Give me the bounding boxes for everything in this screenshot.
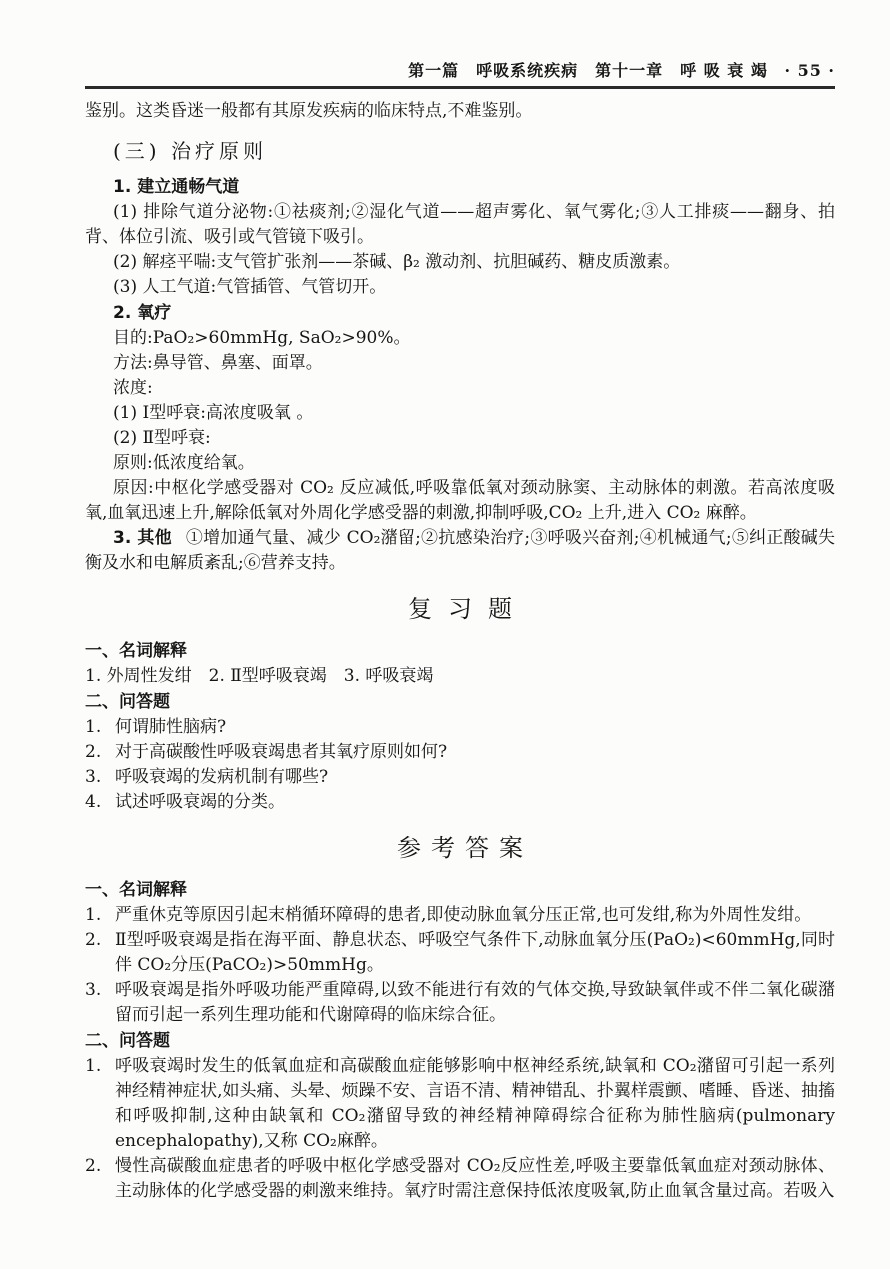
question-text: 试述呼吸衰竭的分类。	[115, 792, 285, 812]
answers-section1-title: 一、名词解释	[85, 880, 187, 900]
answer-text: 呼吸衰竭时发生的低氧血症和高碳酸血症能够影响中枢神经系统,缺氧和 CO₂潴留可引起一系列神经精神症状,如头痛、头晕、烦躁不安、言语不清、精神错乱、扑翼样震颤、嗜睡、昏迷、抽搐和呼吸抑制,这种由缺氧和 CO₂潴留导致的神经精神障碍综合征称为肺性脑病(pulmonary encephalopathy),又称 CO₂麻醉。	[115, 1056, 835, 1151]
review-question-2	[85, 740, 835, 765]
treatment-step2-title: 2. 氧疗	[113, 303, 172, 323]
answer-number: 2.	[85, 930, 102, 950]
treatment-step2-line-reason: 原因:中枢化学感受器对 CO₂ 反应减低,呼吸靠低氧对颈动脉窦、主动脉体的刺激。若高浓度吸氧,血氧迅速上升,解除低氧对外周化学感受器的刺激,抑制呼吸,CO₂ 上升,进入 CO₂ 麻醉。	[85, 478, 835, 523]
review-question-3	[85, 765, 835, 790]
review-heading: 复习题	[408, 595, 528, 623]
treatment-step2-line-method: 方法:鼻导管、鼻塞、面罩。	[113, 353, 323, 373]
answer-text: 严重休克等原因引起末梢循环障碍的患者,即使动脉血氧分压正常,也可发绀,称为外周性发绀。	[115, 905, 812, 925]
treatment-section-heading: (三) 治疗原则	[113, 139, 267, 163]
answer-definition-3	[85, 978, 835, 1028]
intro-continuation-paragraph: 鉴别。这类昏迷一般都有其原发疾病的临床特点,不难鉴别。	[85, 101, 533, 121]
treatment-step3-text: ①增加通气量、减少 CO₂潴留;②抗感染治疗;③呼吸兴奋剂;④机械通气;⑤纠正酸碱失衡及水和电解质紊乱;⑥营养支持。	[85, 528, 835, 573]
answer-number: 3.	[85, 980, 102, 1000]
treatment-step2-line-purpose: 目的:PaO₂>60mmHg, SaO₂>90%。	[113, 328, 411, 348]
treatment-step2-line-concentration: 浓度:	[113, 378, 153, 398]
treatment-step1-item-2: (2) 解痉平喘:支气管扩张剂——茶碱、β₂ 激动剂、抗胆碱药、糖皮质激素。	[113, 252, 681, 272]
answer-text: 慢性高碳酸血症患者的呼吸中枢化学感受器对 CO₂反应性差,呼吸主要靠低氧血症对颈动脉体、主动脉体的化学感受器的刺激来维持。氧疗时需注意保持低浓度吸氧,防止血氧含量过高。若吸入	[115, 1156, 835, 1201]
review-section1-title: 一、名词解释	[85, 641, 187, 661]
answer-number: 1.	[85, 1056, 102, 1076]
question-number: 4.	[85, 792, 102, 812]
treatment-step1-title: 1. 建立通畅气道	[113, 177, 240, 197]
question-text: 对于高碳酸性呼吸衰竭患者其氧疗原则如何?	[115, 742, 448, 762]
answers-section2-title: 二、问答题	[85, 1031, 170, 1051]
header-rule	[85, 86, 835, 89]
review-section2-title: 二、问答题	[85, 692, 170, 712]
question-number: 2.	[85, 742, 102, 762]
treatment-step1-item-3: (3) 人工气道:气管插管、气管切开。	[113, 277, 387, 297]
answer-essay-2	[85, 1154, 835, 1204]
treatment-step2-line-principle: 原则:低浓度给氧。	[113, 453, 255, 473]
question-number: 1.	[85, 717, 102, 737]
question-text: 何谓肺性脑病?	[115, 717, 227, 737]
answer-number: 1.	[85, 905, 102, 925]
question-number: 3.	[85, 767, 102, 787]
review-question-1	[85, 715, 835, 740]
running-head-title: 第一篇 呼吸系统疾病 第十一章 呼 吸 衰 竭	[408, 61, 768, 80]
answer-text: Ⅱ型呼吸衰竭是指在海平面、静息状态、呼吸空气条件下,动脉血氧分压(PaO₂)<60mmHg,同时伴 CO₂分压(PaCO₂)>50mmHg。	[115, 930, 835, 975]
treatment-step2-line-type1: (1) Ⅰ型呼衰:高浓度吸氧 。	[113, 403, 314, 423]
answer-number: 2.	[85, 1156, 102, 1176]
answer-essay-1	[85, 1054, 835, 1154]
treatment-step3-paragraph	[85, 526, 835, 576]
review-section1-items: 1. 外周性发绀 2. Ⅱ型呼吸衰竭 3. 呼吸衰竭	[85, 666, 434, 686]
treatment-step2-line-type2: (2) Ⅱ型呼衰:	[113, 428, 211, 448]
treatment-step3-title: 3. 其他	[113, 528, 172, 548]
answer-definition-1	[85, 903, 835, 928]
question-text: 呼吸衰竭的发病机制有哪些?	[115, 767, 329, 787]
page-number: · 55 ·	[784, 61, 835, 80]
page-header	[85, 60, 835, 82]
answers-heading: 参考答案	[397, 834, 533, 862]
treatment-step1-item-1: (1) 排除气道分泌物:①祛痰剂;②湿化气道——超声雾化、氧气雾化;③人工排痰——翻身、拍背、体位引流、吸引或气管镜下吸引。	[85, 202, 835, 247]
answer-definition-2	[85, 928, 835, 978]
answer-text: 呼吸衰竭是指外呼吸功能严重障碍,以致不能进行有效的气体交换,导致缺氧伴或不伴二氧化碳潴留而引起一系列生理功能和代谢障碍的临床综合征。	[115, 980, 835, 1025]
review-question-4	[85, 790, 835, 815]
